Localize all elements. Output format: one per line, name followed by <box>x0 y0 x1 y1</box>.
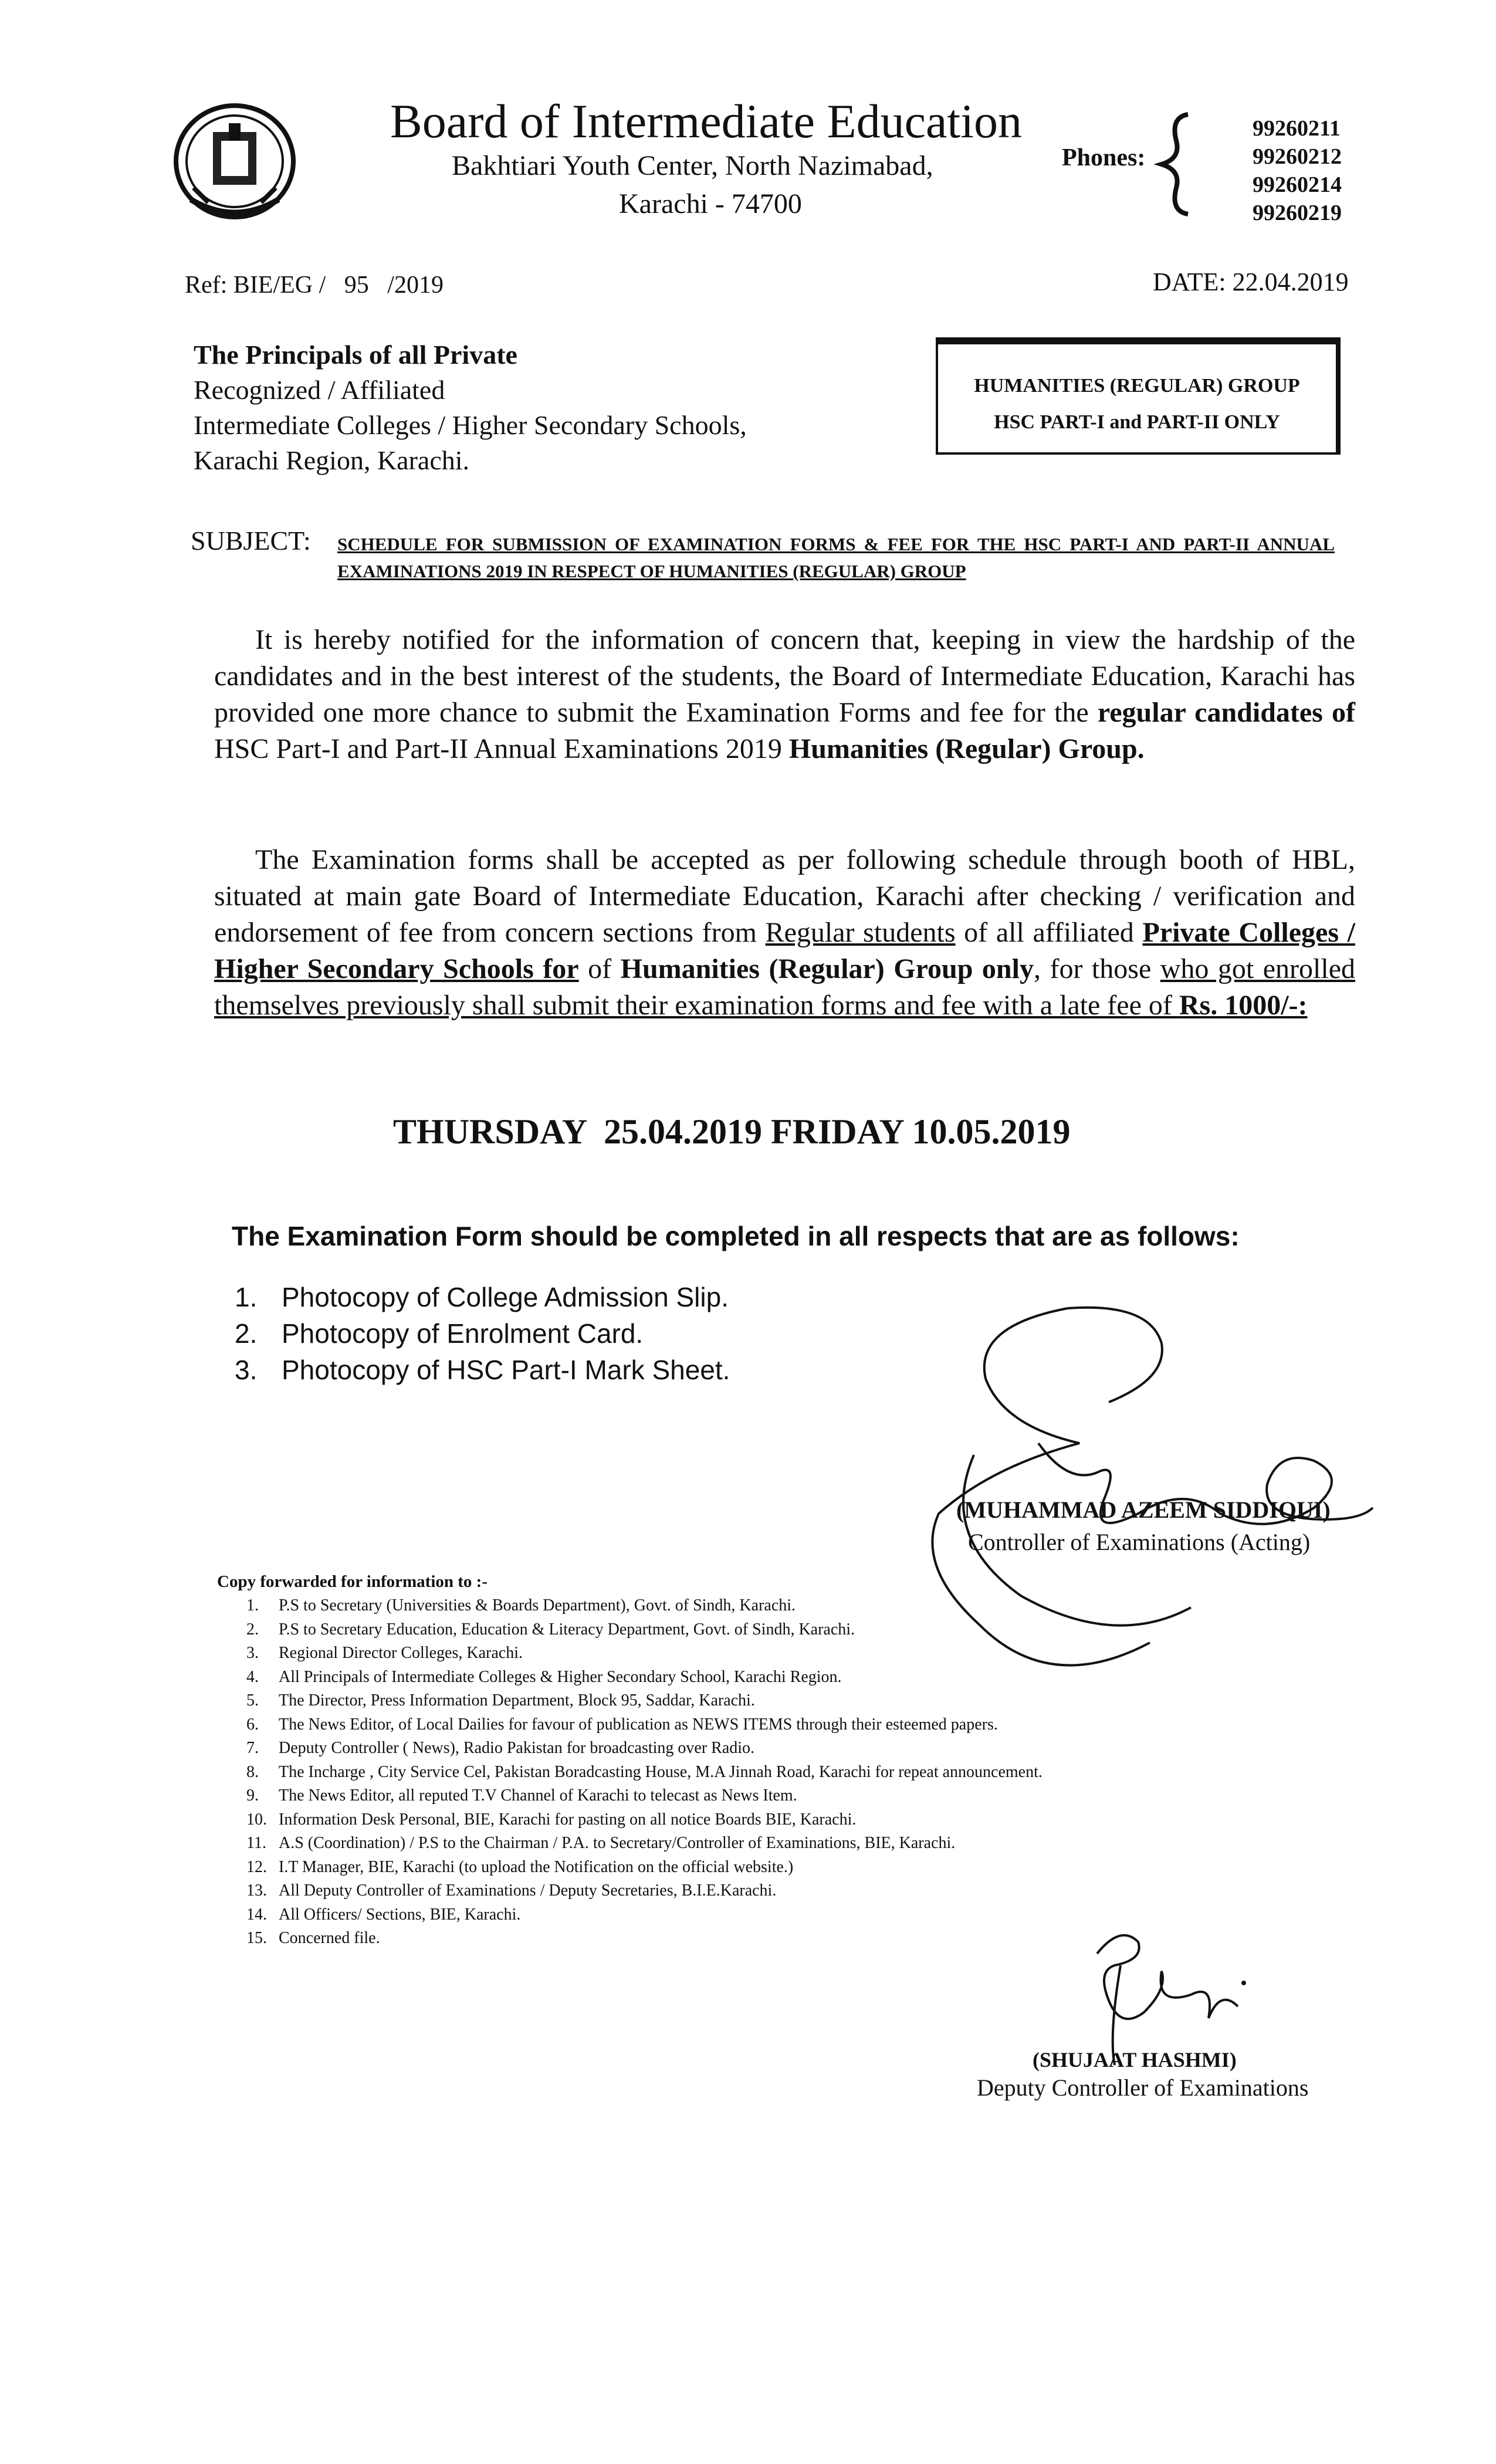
address-line-1: Bakhtiari Youth Center, North Nazimabad, <box>452 150 933 181</box>
subject-text: SCHEDULE FOR SUBMISSION OF EXAMINATION FORMS & FEE FOR THE HSC PART-I AND PART-II ANNUAL EXAMINATIONS 2019 IN RESPECT OF HUMANITIES (REGULAR) GROUP <box>337 534 1335 581</box>
addressee-line: Karachi Region, Karachi. <box>194 445 470 475</box>
text-span: of <box>578 953 621 984</box>
text-span: Rs. 1000/-: <box>1179 990 1308 1021</box>
list-item: 12. I.T Manager, BIE, Karachi (to upload the Notification on the official website.) <box>246 1857 794 1876</box>
brace-icon <box>1153 111 1206 217</box>
list-item: 3. Regional Director Colleges, Karachi. <box>246 1644 523 1662</box>
list-item: 10. Information Desk Personal, BIE, Karachi for pasting on all notice Boards BIE, Karachi. <box>246 1810 857 1829</box>
text-span: who got enrolled themselves previously shall submit their examination forms and fee with a late fee of <box>214 953 1356 1021</box>
addressee-block <box>194 337 747 478</box>
text-span: Humanities (Regular) Group only <box>620 953 1034 984</box>
signatory-name: (SHUJAAT HASHMI) <box>1033 2048 1237 2072</box>
group-box-line: HUMANITIES (REGULAR) GROUP <box>974 375 1300 397</box>
phone-numbers <box>1253 114 1342 227</box>
phone-number: 99260214 <box>1253 172 1342 197</box>
signatory-name: (MUHAMMAD AZEEM SIDDIQUI) <box>956 1497 1331 1523</box>
requirements-list <box>235 1279 730 1388</box>
address-line-2: Karachi - 74700 <box>619 188 802 219</box>
list-item: 3. Photocopy of HSC Part-I Mark Sheet. <box>235 1355 730 1385</box>
paragraph-notice <box>214 622 1355 767</box>
list-item: 11. A.S (Coordination) / P.S to the Chairman / P.A. to Secretary/Controller of Examinations, BIE, Karachi. <box>246 1834 956 1852</box>
text-span: , for those <box>1033 953 1160 984</box>
list-item: 1. P.S to Secretary (Universities & Boards Department), Govt. of Sindh, Karachi. <box>246 1596 796 1615</box>
list-item: 15. Concerned file. <box>246 1929 380 1947</box>
list-item: 5. The Director, Press Information Department, Block 95, Saddar, Karachi. <box>246 1691 755 1710</box>
group-box <box>936 337 1341 455</box>
text-span: It is hereby notified for the information of concern that, keeping in view the hardship of the candidates and in the best interest of the students, the Board of Intermediate Education, Karachi has provided one more chance to submit the Examination Forms and fee for the <box>214 624 1355 728</box>
group-box-line: HSC PART-I and PART-II ONLY <box>994 411 1280 433</box>
list-item: 14. All Officers/ Sections, BIE, Karachi. <box>246 1905 521 1924</box>
list-item: 8. The Incharge , City Service Cel, Pakistan Boradcasting House, M.A Jinnah Road, Karachi for repeat announcement. <box>246 1762 1043 1781</box>
list-item: 1. Photocopy of College Admission Slip. <box>235 1282 729 1312</box>
list-item: 2. P.S to Secretary Education, Education & Literacy Department, Govt. of Sindh, Karachi. <box>246 1620 855 1639</box>
addressee-line: Recognized / Affiliated <box>194 375 445 405</box>
text-span: Humanities (Regular) Group. <box>788 733 1145 764</box>
paragraph-schedule <box>214 842 1355 1024</box>
list-item: 7. Deputy Controller ( News), Radio Pakistan for broadcasting over Radio. <box>246 1739 755 1757</box>
letter-date: DATE: 22.04.2019 <box>1153 268 1349 296</box>
list-item: 13. All Deputy Controller of Examinations / Deputy Secretaries, B.I.E.Karachi. <box>246 1881 777 1900</box>
phones-label: Phones: <box>1062 144 1146 171</box>
text-span: of all affiliated <box>955 917 1143 948</box>
phone-number: 99260212 <box>1253 144 1342 169</box>
reference-number: Ref: BIE/EG / 95 /2019 <box>185 272 444 299</box>
copy-forwarded-heading: Copy forwarded for information to :- <box>217 1572 488 1591</box>
exam-form-heading: The Examination Form should be completed in all respects that are as follows: <box>232 1221 1240 1251</box>
text-span: regular candidates of <box>1097 697 1355 728</box>
list-item: 4. All Principals of Intermediate Colleges & Higher Secondary School, Karachi Region. <box>246 1667 842 1686</box>
phone-number: 99260219 <box>1253 201 1342 225</box>
text-span: Private Colleges / Higher Secondary Schools for <box>214 917 1355 984</box>
list-item: 9. The News Editor, all reputed T.V Channel of Karachi to telecast as News Item. <box>246 1786 797 1805</box>
addressee-line: The Principals of all Private <box>194 340 517 370</box>
schedule-dates: THURSDAY 25.04.2019 FRIDAY 10.05.2019 <box>393 1112 1071 1151</box>
copy-forwarded-list <box>246 1594 1043 1951</box>
text-span: HSC Part-I and Part-II Annual Examinations 2019 <box>214 733 789 764</box>
addressee-line: Intermediate Colleges / Higher Secondary Schools, <box>194 410 747 440</box>
phone-number: 99260211 <box>1253 116 1341 141</box>
org-name: Board of Intermediate Education <box>390 94 1022 148</box>
board-logo-icon <box>167 100 302 226</box>
list-item: 2. Photocopy of Enrolment Card. <box>235 1318 644 1349</box>
text-span: Regular students <box>765 917 956 948</box>
text-span: The Examination forms shall be accepted as per following schedule through booth of HBL, situated at main gate Board of Intermediate Education, Karachi after checking / verification and endorsement of fee from concern sections from <box>214 844 1355 948</box>
signatory-title: Controller of Examinations (Acting) <box>968 1529 1311 1555</box>
subject-label: SUBJECT: <box>191 526 311 556</box>
signatory-title: Deputy Controller of Examinations <box>977 2074 1309 2101</box>
list-item: 6. The News Editor, of Local Dailies for favour of publication as NEWS ITEMS through their esteemed papers. <box>246 1715 998 1734</box>
